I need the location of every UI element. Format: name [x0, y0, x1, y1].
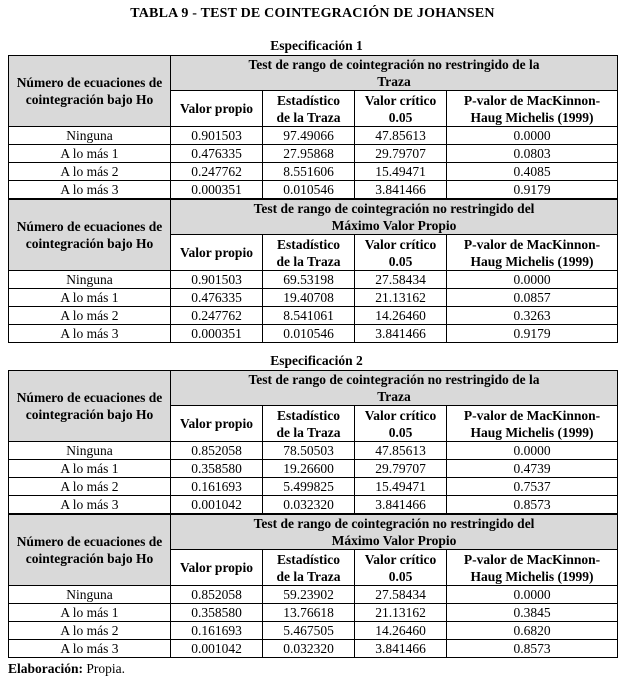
table-cell: 27.95868 [263, 145, 355, 163]
table-cell: 3.841466 [355, 496, 447, 514]
column-header: Valor crítico 0.05 [355, 91, 447, 127]
table-cell: 0.358580 [171, 604, 263, 622]
table-row [9, 325, 618, 343]
table-cell: 0.9179 [447, 181, 618, 199]
table-cell: 13.76618 [263, 604, 355, 622]
table-cell: 47.85613 [355, 127, 447, 145]
table-cell: 0.247762 [171, 163, 263, 181]
table-cell: 3.841466 [355, 181, 447, 199]
test-title-cell: Test de rango de cointegración no restringido del Máximo Valor Propio [171, 200, 618, 235]
table-cell: 27.58434 [355, 586, 447, 604]
row-label: A lo más 1 [9, 289, 171, 307]
row-label: A lo más 3 [9, 181, 171, 199]
table-cell: 0.000351 [171, 181, 263, 199]
spec2-traza-table [8, 370, 618, 514]
table-cell: 0.010546 [263, 325, 355, 343]
spec2-title: Especificación 2 [270, 353, 363, 368]
source-note-text: Propia. [83, 661, 126, 676]
column-header: Valor propio [171, 235, 263, 271]
row-header-cell: Número de ecuaciones de cointegración bajo Ho [9, 56, 171, 127]
column-header: Valor crítico 0.05 [355, 550, 447, 586]
table-cell: 0.001042 [171, 640, 263, 658]
column-header: Valor propio [171, 91, 263, 127]
spec1-traza-table [8, 55, 618, 199]
table-cell: 29.79707 [355, 145, 447, 163]
table-cell: 0.7537 [447, 478, 618, 496]
test-title-cell: Test de rango de cointegración no restringido de la Traza [171, 371, 618, 406]
table-cell: 0.9179 [447, 325, 618, 343]
table-row [9, 145, 618, 163]
table-cell: 0.852058 [171, 586, 263, 604]
table-cell: 19.40708 [263, 289, 355, 307]
table-cell: 14.26460 [355, 307, 447, 325]
table-row [9, 181, 618, 199]
table-row [9, 478, 618, 496]
table-row [9, 622, 618, 640]
table-cell: 0.8573 [447, 496, 618, 514]
table-cell: 3.841466 [355, 640, 447, 658]
spec1-title: Especificación 1 [270, 38, 363, 53]
table-cell: 0.247762 [171, 307, 263, 325]
table-cell: 0.476335 [171, 289, 263, 307]
row-header-cell: Número de ecuaciones de cointegración bajo Ho [9, 371, 171, 442]
column-header: P-valor de MacKinnon-Haug Michelis (1999) [447, 406, 618, 442]
table-cell: 21.13162 [355, 289, 447, 307]
table-cell: 0.4085 [447, 163, 618, 181]
column-header: Estadístico de la Traza [263, 91, 355, 127]
table-cell: 0.032320 [263, 496, 355, 514]
table-cell: 15.49471 [355, 478, 447, 496]
row-label: Ninguna [9, 127, 171, 145]
column-header: Estadístico de la Traza [263, 406, 355, 442]
table-cell: 59.23902 [263, 586, 355, 604]
row-label: A lo más 2 [9, 622, 171, 640]
table-cell: 0.0000 [447, 586, 618, 604]
table-cell: 0.3263 [447, 307, 618, 325]
column-header: Valor crítico 0.05 [355, 406, 447, 442]
table-cell: 29.79707 [355, 460, 447, 478]
table-cell: 0.032320 [263, 640, 355, 658]
row-label: A lo más 2 [9, 478, 171, 496]
column-header: P-valor de MacKinnon-Haug Michelis (1999) [447, 550, 618, 586]
table-row [9, 640, 618, 658]
source-note-label: Elaboración: [8, 661, 84, 676]
table-row [9, 604, 618, 622]
table-cell: 0.001042 [171, 496, 263, 514]
table-row [9, 127, 618, 145]
table-cell: 0.901503 [171, 127, 263, 145]
table-cell: 19.26600 [263, 460, 355, 478]
row-label: A lo más 1 [9, 145, 171, 163]
column-header: Valor propio [171, 406, 263, 442]
table-cell: 0.852058 [171, 442, 263, 460]
row-label: A lo más 1 [9, 604, 171, 622]
table-cell: 0.000351 [171, 325, 263, 343]
column-header: P-valor de MacKinnon-Haug Michelis (1999) [447, 91, 618, 127]
column-header: P-valor de MacKinnon-Haug Michelis (1999) [447, 235, 618, 271]
table-cell: 0.3845 [447, 604, 618, 622]
table-cell: 15.49471 [355, 163, 447, 181]
page-title: TABLA 9 - TEST DE COINTEGRACIÓN DE JOHANSEN [130, 6, 495, 21]
column-header: Valor propio [171, 550, 263, 586]
row-label: A lo más 1 [9, 460, 171, 478]
table-cell: 97.49066 [263, 127, 355, 145]
table-cell: 3.841466 [355, 325, 447, 343]
row-label: Ninguna [9, 586, 171, 604]
table-cell: 0.0803 [447, 145, 618, 163]
test-title-cell: Test de rango de cointegración no restringido de la Traza [171, 56, 618, 91]
table-row [9, 442, 618, 460]
table-row [9, 496, 618, 514]
table-row [9, 307, 618, 325]
table-cell: 0.0000 [447, 442, 618, 460]
table-cell: 0.6820 [447, 622, 618, 640]
table-cell: 14.26460 [355, 622, 447, 640]
table-cell: 69.53198 [263, 271, 355, 289]
table-cell: 78.50503 [263, 442, 355, 460]
row-label: A lo más 3 [9, 496, 171, 514]
column-header: Estadístico de la Traza [263, 235, 355, 271]
table-cell: 0.161693 [171, 622, 263, 640]
table-row [9, 271, 618, 289]
table-cell: 0.4739 [447, 460, 618, 478]
table-cell: 0.0000 [447, 127, 618, 145]
table-cell: 47.85613 [355, 442, 447, 460]
column-header: Valor crítico 0.05 [355, 235, 447, 271]
table-row [9, 289, 618, 307]
table-cell: 0.358580 [171, 460, 263, 478]
spec1-maxval-table [8, 199, 618, 343]
table-row [9, 163, 618, 181]
table-row [9, 586, 618, 604]
table-cell: 5.499825 [263, 478, 355, 496]
table-cell: 21.13162 [355, 604, 447, 622]
table-cell: 27.58434 [355, 271, 447, 289]
table-cell: 0.476335 [171, 145, 263, 163]
table-cell: 8.541061 [263, 307, 355, 325]
row-header-cell: Número de ecuaciones de cointegración bajo Ho [9, 200, 171, 271]
row-header-cell: Número de ecuaciones de cointegración bajo Ho [9, 515, 171, 586]
source-note [8, 661, 125, 677]
row-label: A lo más 2 [9, 163, 171, 181]
table-row [9, 460, 618, 478]
row-label: A lo más 3 [9, 640, 171, 658]
row-label: Ninguna [9, 271, 171, 289]
column-header: Estadístico de la Traza [263, 550, 355, 586]
table-cell: 0.901503 [171, 271, 263, 289]
table-cell: 0.8573 [447, 640, 618, 658]
row-label: A lo más 3 [9, 325, 171, 343]
test-title-cell: Test de rango de cointegración no restringido del Máximo Valor Propio [171, 515, 618, 550]
table-cell: 5.467505 [263, 622, 355, 640]
table-cell: 0.161693 [171, 478, 263, 496]
table-cell: 8.551606 [263, 163, 355, 181]
spec2-maxval-table [8, 514, 618, 658]
table-cell: 0.0000 [447, 271, 618, 289]
row-label: Ninguna [9, 442, 171, 460]
row-label: A lo más 2 [9, 307, 171, 325]
table-cell: 0.010546 [263, 181, 355, 199]
table-cell: 0.0857 [447, 289, 618, 307]
